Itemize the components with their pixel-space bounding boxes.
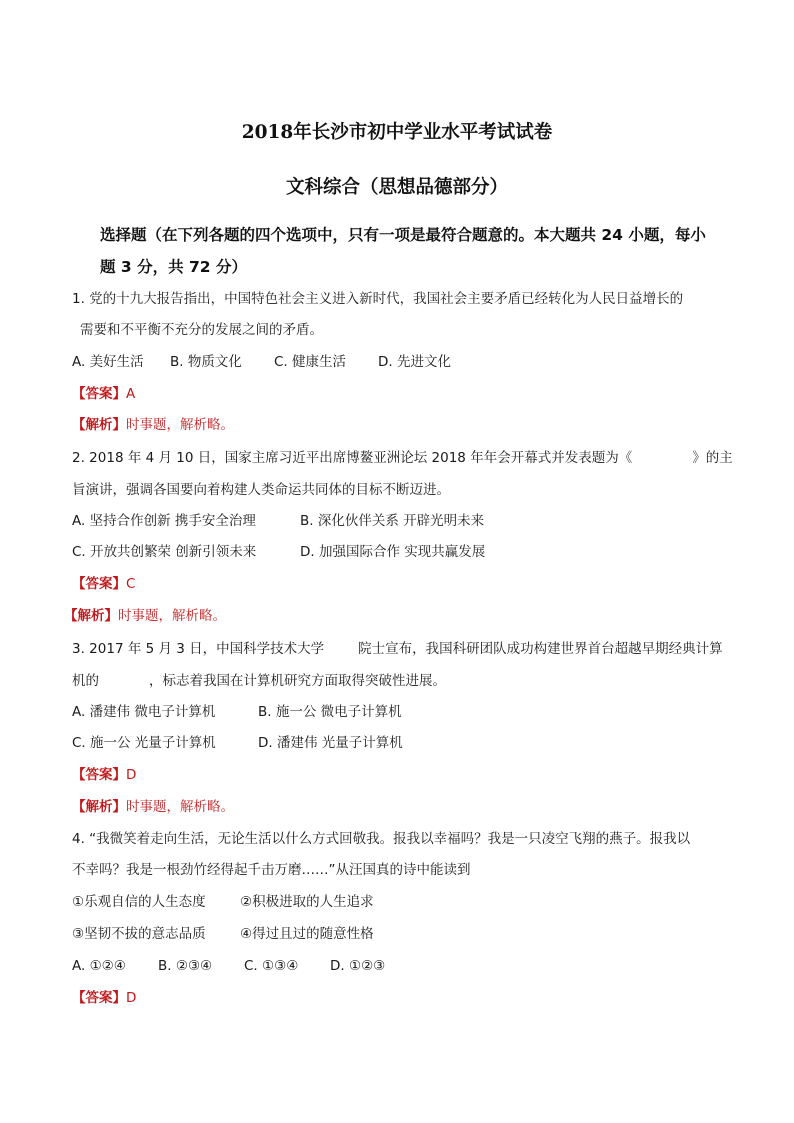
page-title: 2018年长沙市初中学业水平考试试卷 — [241, 122, 553, 143]
question-1-stem-line2: 需要和不平衡不充分的发展之间的矛盾。 — [80, 322, 323, 338]
section-instructions-line1: 选择题（在下列各题的四个选项中，只有一项是最符合题意的。本大题共 24 小题，每小 — [100, 226, 706, 244]
answer-value: C — [126, 576, 136, 592]
question-3-stem-line2-end: ，标志着我国在计算机研究方面取得突破性进展。 — [149, 673, 446, 689]
question-2-answer — [72, 574, 730, 594]
question-1-option-c: C. 健康生活 — [274, 354, 347, 370]
question-3-stem-end: 院士宣布，我国科研团队成功构建世界首台超越早期经典计算 — [358, 641, 723, 657]
question-4-stem-line1: 4. “我微笑着走向生活，无论生活以什么方式回敬我。报我以幸福吗？我是一只凌空飞翔的燕子。报我以 — [72, 831, 691, 847]
question-1-answer — [72, 384, 730, 404]
question-1-option-b: B. 物质文化 — [170, 354, 242, 370]
question-2-option-c: C. 开放共创繁荣 创新引领未来 — [72, 544, 257, 560]
analysis-label: 【解析】 — [72, 417, 126, 433]
question-4-items-row2 — [72, 924, 730, 944]
question-2-stem-line1 — [72, 448, 733, 468]
question-2-stem-line2: 旨演讲，强调各国要向着构建人类命运共同体的目标不断迈进。 — [72, 482, 450, 498]
question-3-option-b: B. 施一公 微电子计算机 — [258, 704, 402, 720]
answer-label: 【答案】 — [72, 990, 126, 1006]
page-subtitle: 文科综合（思想品德部分） — [285, 177, 508, 198]
question-3-stem-line2 — [72, 671, 730, 691]
answer-label: 【答案】 — [72, 386, 126, 402]
question-4-items-row1 — [72, 892, 730, 912]
analysis-label: 【解析】 — [64, 608, 118, 624]
question-4-item-1: ①乐观自信的人生态度 — [72, 894, 206, 910]
question-3-options-row1 — [72, 702, 730, 722]
question-4-option-c: C. ①③④ — [244, 958, 299, 974]
question-4-item-2: ②积极进取的人生追求 — [240, 894, 374, 910]
analysis-text: 时事题，解析略。 — [126, 799, 234, 815]
question-2-stem-end: 》的主 — [692, 450, 733, 466]
question-2-analysis — [64, 606, 730, 626]
question-3-stem-line1 — [72, 639, 730, 659]
question-1-options — [72, 352, 730, 372]
answer-value: D — [126, 990, 137, 1006]
question-3-option-a: A. 潘建伟 微电子计算机 — [72, 704, 216, 720]
question-3-options-row2 — [72, 733, 730, 753]
analysis-text: 时事题，解析略。 — [118, 608, 226, 624]
question-3-option-c: C. 施一公 光量子计算机 — [72, 735, 216, 751]
analysis-label: 【解析】 — [72, 799, 126, 815]
question-4-option-d: D. ①②③ — [330, 958, 386, 974]
question-1-stem-line1: 1. 党的十九大报告指出，中国特色社会主义进入新时代，我国社会主要矛盾已经转化为人民日益增长的 — [72, 291, 684, 307]
answer-label: 【答案】 — [72, 576, 126, 592]
question-4-option-a: A. ①②④ — [72, 958, 126, 974]
question-4-item-4: ④得过且过的随意性格 — [240, 926, 374, 942]
question-2-options-row2 — [72, 542, 730, 562]
question-4-answer — [72, 988, 730, 1008]
question-3-option-d: D. 潘建伟 光量子计算机 — [258, 735, 403, 751]
question-1-option-d: D. 先进文化 — [378, 354, 451, 370]
answer-value: D — [126, 767, 137, 783]
question-3-stem-line2-start: 机的 — [72, 673, 99, 689]
question-3-analysis — [72, 797, 730, 817]
question-3-answer — [72, 765, 730, 785]
question-4-options — [72, 956, 730, 976]
question-2-option-a: A. 坚持合作创新 携手安全治理 — [72, 513, 256, 529]
question-3-stem-start: 3. 2017 年 5 月 3 日，中国科学技术大学 — [72, 641, 325, 657]
section-instructions-line2: 题 3 分，共 72 分） — [100, 258, 247, 276]
answer-value: A — [126, 386, 136, 402]
question-4-item-3: ③坚韧不拔的意志品质 — [72, 926, 206, 942]
question-2-option-d: D. 加强国际合作 实现共赢发展 — [300, 544, 486, 560]
analysis-text: 时事题，解析略。 — [126, 417, 234, 433]
question-1-option-a: A. 美好生活 — [72, 354, 144, 370]
answer-label: 【答案】 — [72, 767, 126, 783]
question-4-option-b: B. ②③④ — [158, 958, 213, 974]
question-2-option-b: B. 深化伙伴关系 开辟光明未来 — [300, 513, 485, 529]
question-1-analysis — [72, 415, 730, 435]
question-4-stem-line2: 不幸吗？我是一根劲竹经得起千击万磨……”从汪国真的诗中能读到 — [72, 862, 471, 878]
question-2-options-row1 — [72, 511, 730, 531]
question-2-stem-start: 2. 2018 年 4 月 10 日，国家主席习近平出席博鳌亚洲论坛 2018 年年会开幕式并发表题为《 — [72, 450, 633, 466]
